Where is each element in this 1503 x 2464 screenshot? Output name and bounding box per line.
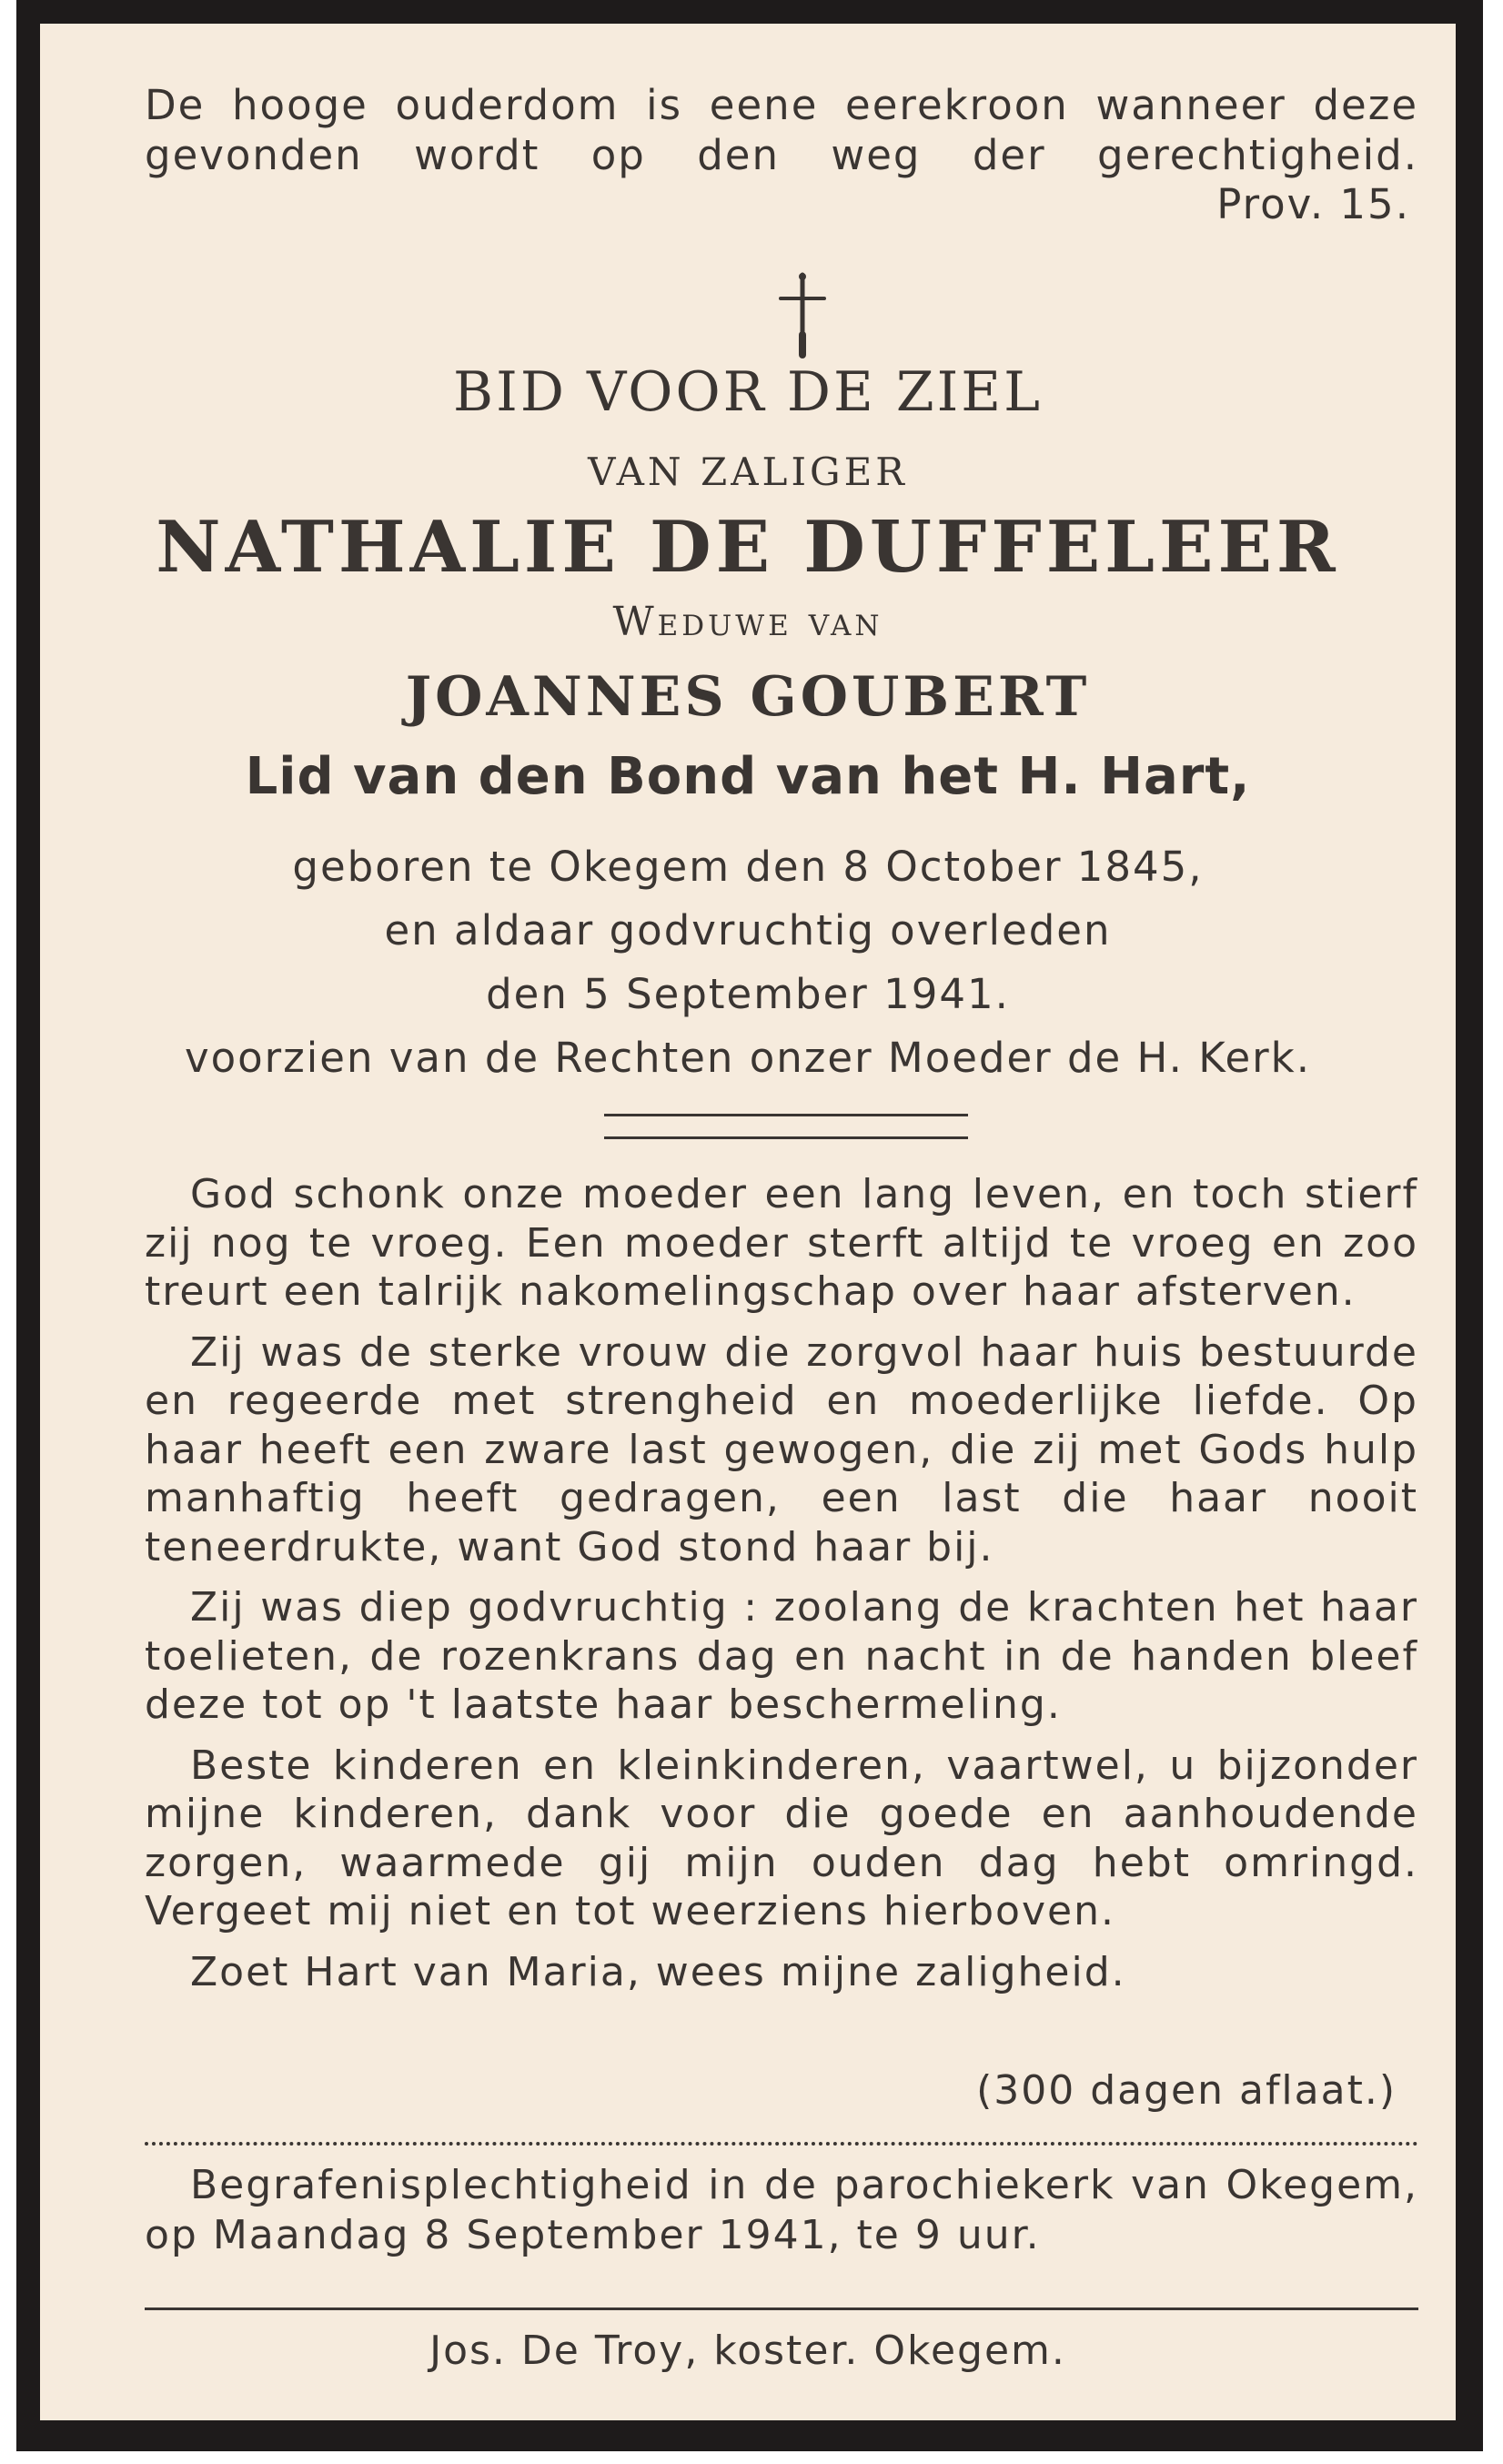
epigraph-reference: Prov. 15. [1216, 180, 1410, 228]
heading-of-the-late: VAN ZALIGER [588, 449, 908, 494]
widow-of-label: Weduwe van [612, 599, 883, 645]
paragraph-1: God schonk onze moeder een lang leven, en toch stierf zij nog te vroeg. Een moeder sterft altijd te vroeg en zoo treurt een talrijk nakomelingschap over haar afsterven. [145, 1171, 1418, 1315]
bio-sacraments: voorzien van de Rechten onzer Moeder de H. Kerk. [184, 1034, 1312, 1082]
indulgence-note: (300 dagen aflaat.) [976, 2067, 1397, 2114]
bio-block [40, 835, 1456, 1090]
solid-divider [145, 2307, 1418, 2310]
deceased-name: NATHALIE DE DUFFELEER [156, 506, 1340, 589]
paragraph-3: Zij was diep godvruchtig : zoolang de krachten het haar toelieten, de rozenkrans dag en nacht in de handen bleef deze tot op 't laatste haar beschermeling. [145, 1584, 1418, 1728]
card-paper [40, 24, 1456, 2420]
husband-name: JOANNES GOUBERT [405, 665, 1091, 729]
bio-death-date: den 5 September 1941. [486, 970, 1010, 1018]
bio-death-line: en aldaar godvruchtig overleden [384, 906, 1112, 954]
heading-pray-for-soul: BID VOOR DE ZIEL [453, 360, 1043, 424]
memorial-card [16, 0, 1483, 2451]
epigraph-text: De hooge ouderdom is eene eerekroon wanneer deze gevonden wordt op den weg der gerechtigheid. [145, 81, 1418, 179]
paragraph-2: Zij was de sterke vrouw die zorgvol haar huis bestuurde en regeerde met strengheid en moederlijke liefde. Op haar heeft een zware last gewogen, die zij met Gods hulp manhaftig heeft gedragen, een last die haar nooit teneerdrukte, want God stond haar bij. [145, 1328, 1418, 1570]
membership-line: Lid van den Bond van het H. Hart, [245, 747, 1251, 806]
cross-icon [775, 271, 830, 358]
paragraph-4: Beste kinderen en kleinkinderen, vaartwel, u bijzonder mijne kinderen, dank voor die goede en aanhoudende zorgen, waarmede gij mijn ouden dag hebt omringd. Vergeet mij niet en tot weerziens hierboven. [145, 1742, 1418, 1934]
funeral-text: Begrafenisplechtigheid in de parochiekerk van Okegem, op Maandag 8 September 1941, te 9 uur. [145, 2162, 1418, 2258]
printer-credit: Jos. De Troy, koster. Okegem. [429, 2328, 1066, 2374]
dotted-divider [145, 2142, 1418, 2146]
paragraph-prayer: Zoet Hart van Maria, wees mijne zaligheid. [190, 1948, 1126, 1995]
funeral-notice [145, 2160, 1418, 2260]
bio-birth: geboren te Okegem den 8 October 1845, [292, 843, 1204, 891]
double-divider [604, 1114, 968, 1139]
memorial-text [145, 1170, 1418, 1996]
